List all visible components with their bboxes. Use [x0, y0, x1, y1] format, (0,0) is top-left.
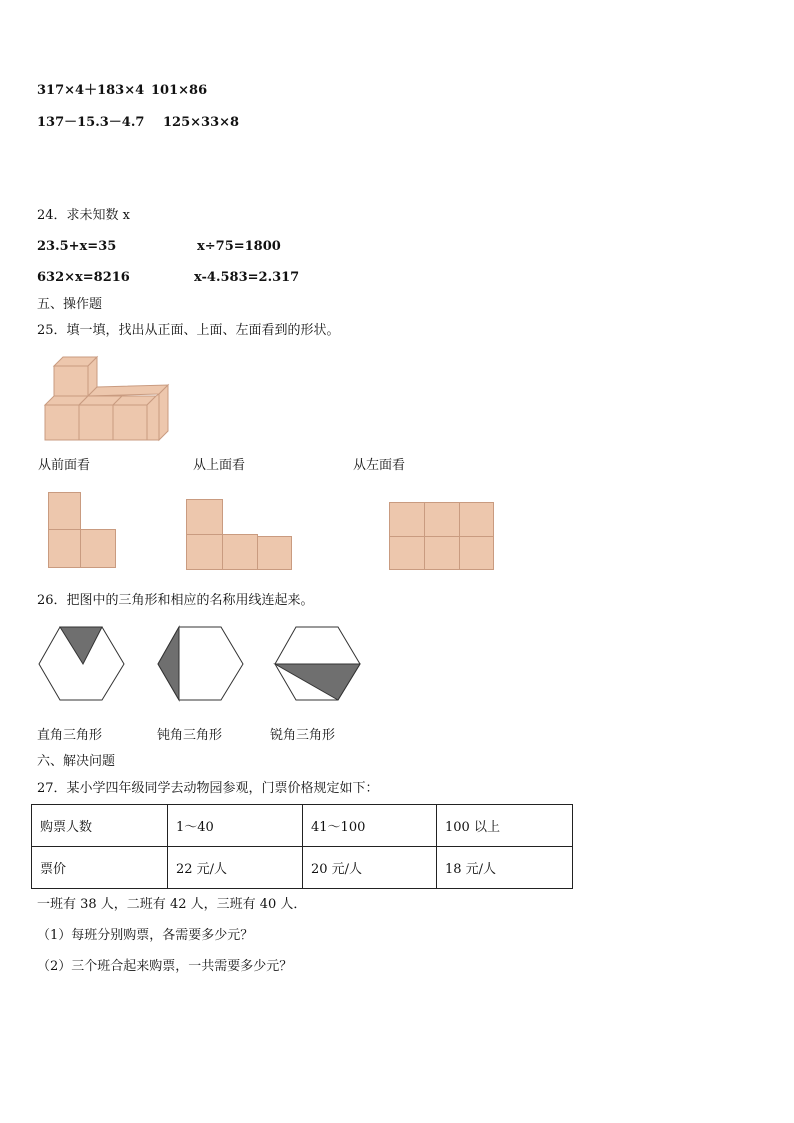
table-row: [32, 805, 573, 847]
hexagon-figure-2: [157, 626, 247, 702]
hexagon-figure-3: [274, 626, 364, 702]
view-label-top: 从上面看: [193, 458, 246, 473]
table-cell: 20 元/人: [303, 847, 437, 889]
equation-4: x-4.583=2.317: [194, 270, 300, 285]
question-25-title: 25．填一填，找出从正面、上面、左面看到的形状。: [37, 323, 340, 338]
sub-question-2: （2）三个班合起来购票，一共需要多少元？: [37, 959, 293, 974]
question-26-title: 26．把图中的三角形和相应的名称用线连起来。: [37, 593, 314, 608]
table-cell: 购票人数: [32, 805, 168, 847]
calc-expr-4: 125×33×8: [163, 115, 240, 130]
front-view-figure: [48, 492, 118, 570]
calc-expr-3: 137－15.3－4.7: [37, 115, 145, 130]
cube-stack-figure: [42, 353, 172, 445]
triangle-name-acute: 锐角三角形: [270, 728, 336, 743]
equation-1: 23.5+x=35: [37, 239, 117, 254]
table-cell: 41～100: [303, 805, 437, 847]
triangle-name-right: 直角三角形: [37, 728, 103, 743]
hexagon-figure-1: [38, 626, 128, 702]
equation-3: 632×x=8216: [37, 270, 130, 285]
section-five-heading: 五、操作题: [37, 297, 103, 312]
top-view-figure: [186, 499, 294, 571]
section-six-heading: 六、解决问题: [37, 754, 116, 769]
view-label-left: 从左面看: [353, 458, 406, 473]
table-cell: 100 以上: [437, 805, 573, 847]
calc-expr-1: 317×4＋183×4: [37, 83, 145, 98]
ticket-price-table: [31, 804, 573, 889]
table-cell: 1～40: [168, 805, 303, 847]
table-cell: 票价: [32, 847, 168, 889]
table-cell: 18 元/人: [437, 847, 573, 889]
question-27-title: 27．某小学四年级同学去动物园参观，门票价格规定如下：: [37, 781, 379, 796]
view-label-front: 从前面看: [38, 458, 91, 473]
calc-expr-2: 101×86: [151, 83, 208, 98]
sub-question-1: （1）每班分别购票，各需要多少元？: [37, 928, 254, 943]
equation-2: x÷75=1800: [197, 239, 281, 254]
left-view-figure: [389, 502, 496, 572]
triangle-name-obtuse: 钝角三角形: [157, 728, 223, 743]
table-row: [32, 847, 573, 889]
table-cell: 22 元/人: [168, 847, 303, 889]
question-24-title: 24．求未知数 x: [37, 208, 131, 223]
class-sizes-text: 一班有 38 人，二班有 42 人，三班有 40 人．: [37, 897, 307, 912]
